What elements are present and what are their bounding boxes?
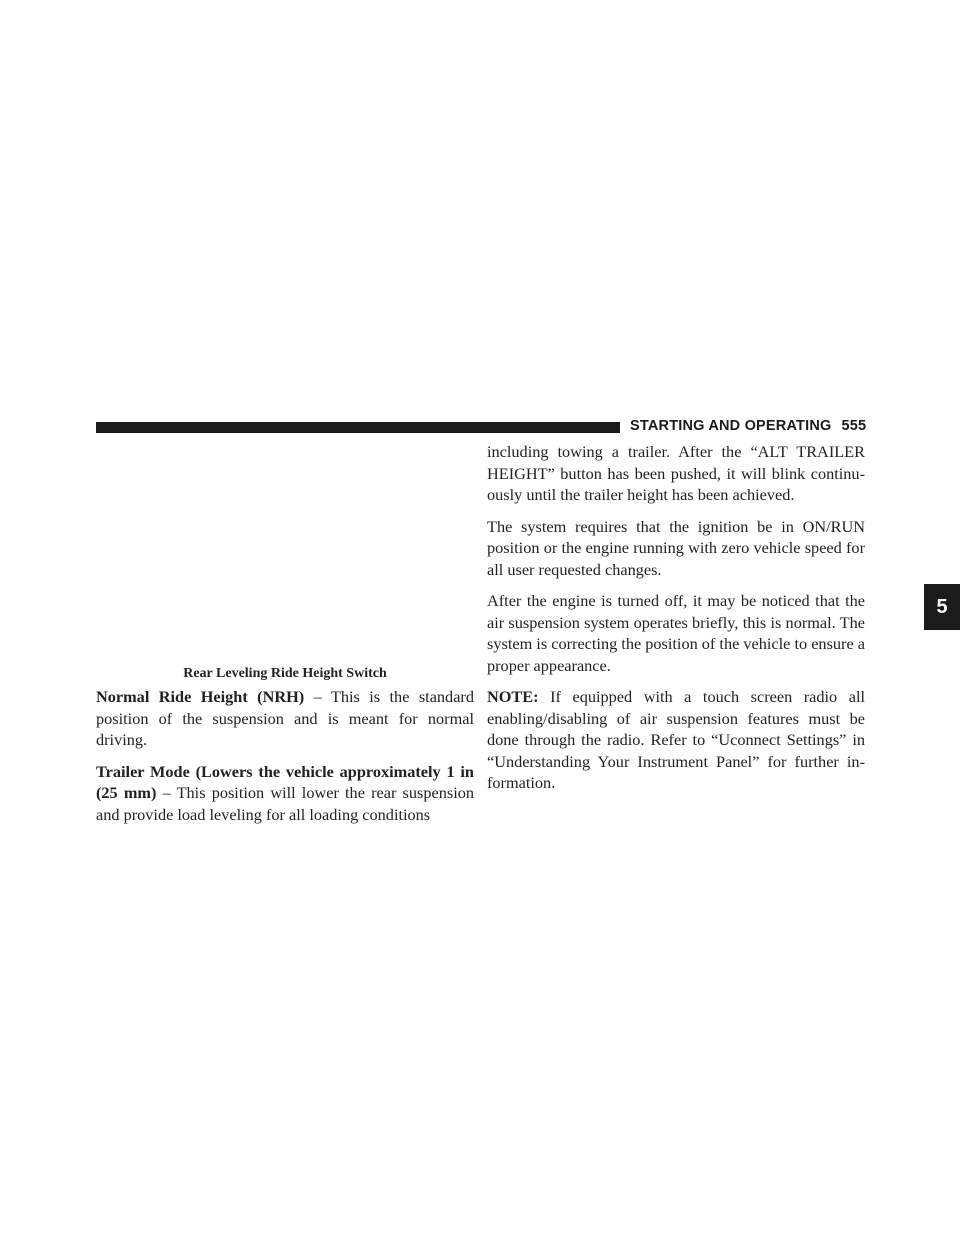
text-normal-ride-height: – This is the standard position of the suspension and is meant for normal driving. xyxy=(96,687,474,749)
note-label: NOTE: xyxy=(487,687,539,706)
chapter-tab: 5 xyxy=(924,584,960,630)
paragraph-ignition-requirement: The system requires that the ignition be in ON/RUN position or the engine running with zero vehicle speed for all user requested changes. xyxy=(487,516,865,579)
text-trailer-mode: – This position will lower the rear suspension and provide load leveling for all loading conditions xyxy=(96,783,474,824)
header-rule xyxy=(96,422,620,433)
paragraph-note xyxy=(487,686,865,794)
paragraph-trailer-continued: including towing a trailer. After the “ALT TRAILER HEIGHT” button has been pushed, it will blink continu-ously until the trailer height has been achieved. xyxy=(487,442,865,504)
page-number: 555 xyxy=(841,418,867,434)
note-text: If equipped with a touch screen radio all enabling/disabling of air suspension features must be done through the radio. Refer to “Uconnect Settings” in “Understanding Your Instrument Panel” for further in-formation. xyxy=(487,687,865,792)
figure-caption: Rear Leveling Ride Height Switch xyxy=(183,666,387,681)
running-header xyxy=(630,418,866,434)
paragraph-normal-ride-height xyxy=(96,686,474,751)
right-column xyxy=(487,441,865,804)
term-normal-ride-height: Normal Ride Height (NRH) xyxy=(96,687,305,706)
term-trailer-mode: Trailer Mode (Lowers the vehicle approximately 1 in (25 mm) xyxy=(96,761,474,802)
paragraph-engine-off: After the engine is turned off, it may be noticed that the air suspension system operates briefly, this is normal. The system is correcting the position of the vehicle to ensure a proper appearance. xyxy=(487,591,865,675)
left-column xyxy=(96,686,474,835)
paragraph-trailer-mode xyxy=(96,761,474,826)
section-title: STARTING AND OPERATING xyxy=(630,418,832,434)
